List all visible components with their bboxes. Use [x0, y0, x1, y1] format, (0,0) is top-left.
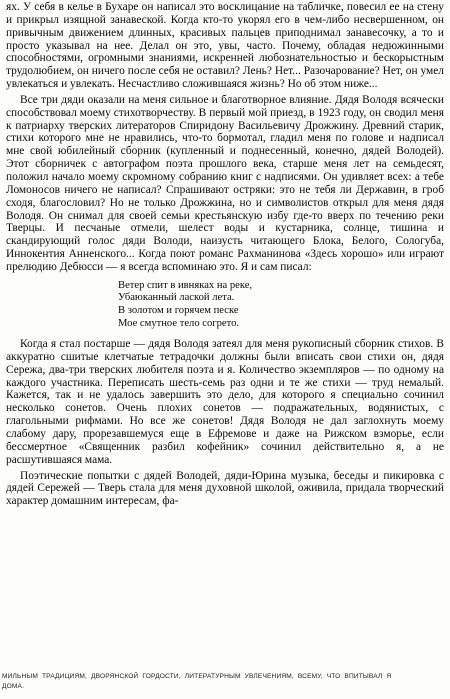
poem-line: В золотом и горячем песке — [118, 304, 239, 316]
poem-line: Убаюканный лаской лета. — [118, 292, 235, 304]
paragraph-4: Поэтические попытки с дядей Володей, дяди-Юрина музыка, беседы и пикировка с дядей Сережей — Тверь стала для меня духовной школой, оживила, придала творческий характер домашним интересам, фа- — [6, 469, 444, 508]
poem-line: Мое смутное тело согрето. — [118, 317, 240, 329]
scanned-text-column — [6, 1, 444, 508]
poem-quote — [118, 280, 444, 330]
footer-line-1: МИЛЬНЫМ ТРАДИЦИЯМ, ДВОРЯНСКОЙ ГОРДОСТИ, ЛИТЕРАТУРНЫМ УВЛЕЧЕНИЯМ, ВСЕМУ, ЧТО ВПИТЫВАЛ Я — [2, 673, 392, 680]
ocr-footer-caption — [2, 672, 442, 692]
paragraph-2: Все три дяди оказали на меня сильное и благотворное влияние. Дядя Володя всячески способствовал моему стихотворчеству. В первый мой приезд, в 1923 году, он сводил меня к патриарху тверских литераторов Спиридону Васильевичу Дрожжину. Древний старик, стихи которого мне не нравились, что-то бормотал, гладил меня по голове и надписал мне свой юбилейный сборник (купленный и поднесенный, конечно, дядей Володей). Этот сборничек с автографом поэта прошлого века, старше меня лет на семьдесят, положил начало моему скромному собранию книг с надписями. Он удивляет всех: а тебе Ломоносов ничего не написал? Спрашивают остряки: это не тебя ли Державин, в гроб сходя, благословил? Но не только Дрожжина, но и символистов открыл для меня дядя Володя. Он снимал для своей семьи крестьянскую избу где-то вверх по течению реки Тверцы. И песчаные отмели, шелест воды и кустарника, солнце, тишина и скандирующий голос дяди Володи, наизусть читающего Блока, Белого, Сологуба, Иннокентия Анненского... Когда поют романс Рахманинова «Здесь хорошо» или играют прелюдию Дебюсси — я всегда вспоминаю это. Я и сам писал: — [6, 93, 444, 273]
paragraph-1: ях. У себя в келье в Бухаре он написал это восклицание на табличке, повесил ее на стену и прикрыл изящной занавеской. Когда кто-то укорял его в чем-либо несвершенном, он привычным движением длинных, красивых пальцев приподнимал занавесочку, а то и просто указывал на нее. Делал он это, увы, часто. Почему, обладая недюжинными способностями, огромными знаниями, искренней любознательностью и бескорыстным трудолюбием, он ничего после себя не оставил? Лень? Нет... Разочарование? Нет, он умел увлекаться и увлекать. Несчастливо сложившаяся жизнь? Но об этом ниже... — [6, 1, 444, 91]
poem-line: Ветер спит в ивняках на реке, — [118, 279, 253, 291]
footer-line-2: ДОМА. — [2, 683, 25, 690]
paragraph-3: Когда я стал постарше — дядя Володя затеял для меня рукописный сборник стихов. В аккуратно сшитые клетчатые тетрадочки должны были вписать свои стихи он, дядя Сережа, два-три тверских любителя поэта и я. Количество экземпляров — по одному на каждого участника. Переписать шесть-семь раз одни и те же стихи — труд немалый. Кажется, так и не удалось завершить это дело, для которого я специально сочинил несколько сонетов. Очень плохих сонетов — подражательных, водянистых, с глагольными рифмами. Но все же сонетов! Дядя Володя не дал заглохнуть моему слабому дару, прорезавшемуся еще в Ефремове и даже на Рижском взморье, если бессмертное «Священник разбил кофейник» сочинил действительно я, а не расшутившаяся мама. — [6, 338, 444, 466]
